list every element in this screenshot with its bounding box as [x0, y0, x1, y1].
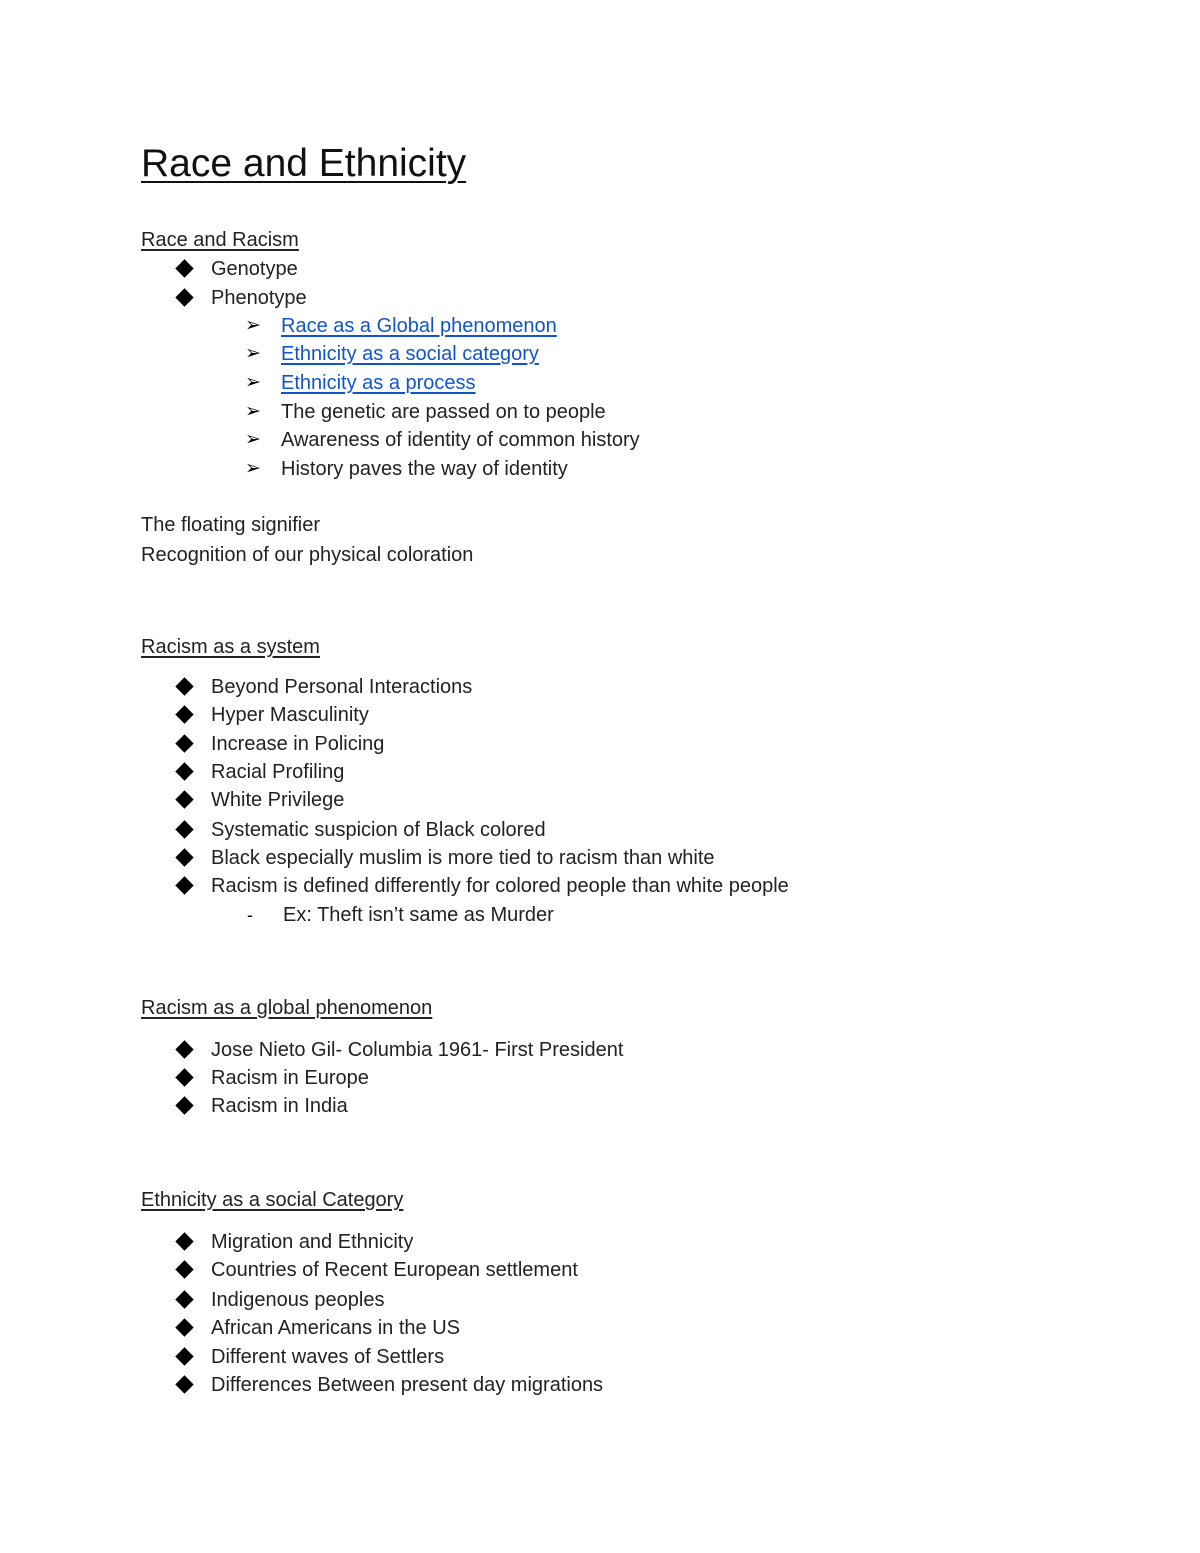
list-subitem-text: History paves the way of identity — [281, 458, 568, 480]
diamond-bullet-icon — [175, 730, 211, 758]
diamond-bullet-icon — [175, 701, 211, 729]
list-item-text: White Privilege — [211, 789, 345, 811]
paragraph: The floating signifier — [141, 514, 320, 536]
list-item-text: Countries of Recent European settlement — [211, 1259, 578, 1281]
section-heading-racism-as-a-global-phenomenon: Racism as a global phenomenon — [141, 997, 433, 1019]
list-subitem-text: The genetic are passed on to people — [281, 401, 606, 423]
list-item — [175, 1314, 460, 1342]
diamond-bullet-icon — [175, 844, 211, 872]
list-item — [175, 1286, 384, 1314]
arrow-bullet-icon: ➢ — [245, 372, 261, 393]
section-heading-race-and-racism: Race and Racism — [141, 229, 299, 251]
list-subitem — [245, 901, 554, 929]
list-item — [175, 284, 307, 312]
list-item — [175, 701, 369, 729]
arrow-bullet-icon: ➢ — [245, 429, 261, 450]
arrow-bullet-icon: ➢ — [245, 401, 261, 422]
diamond-bullet-icon — [175, 758, 211, 786]
section-heading-ethnicity-as-a-social-category: Ethnicity as a social Category — [141, 1189, 404, 1211]
list-item — [175, 1228, 413, 1256]
list-item-text: Racism is defined differently for colored people than white people — [211, 875, 789, 897]
list-item-text: Differences Between present day migrations — [211, 1374, 604, 1396]
diamond-bullet-icon — [175, 1036, 211, 1064]
list-item-text: Racism in India — [211, 1095, 348, 1117]
list-item — [175, 786, 344, 814]
list-item — [175, 1036, 623, 1064]
list-subitem — [245, 340, 539, 368]
list-item-text: Beyond Personal Interactions — [211, 676, 473, 698]
diamond-bullet-icon — [175, 1314, 211, 1342]
list-item — [175, 872, 789, 900]
list-item — [175, 1092, 348, 1120]
diamond-bullet-icon — [175, 1064, 211, 1092]
list-item-text: Racism in Europe — [211, 1067, 369, 1089]
list-item-text: Racial Profiling — [211, 761, 345, 783]
document-title: Race and Ethnicity — [141, 142, 467, 185]
diamond-bullet-icon — [175, 284, 211, 312]
list-subitem — [245, 369, 476, 397]
list-item — [175, 758, 344, 786]
list-item — [175, 1371, 603, 1399]
diamond-bullet-icon — [175, 1371, 211, 1399]
diamond-bullet-icon — [175, 1343, 211, 1371]
diamond-bullet-icon — [175, 1286, 211, 1314]
list-item — [175, 1343, 444, 1371]
diamond-bullet-icon — [175, 1228, 211, 1256]
diamond-bullet-icon — [175, 1256, 211, 1284]
arrow-bullet-icon: ➢ — [245, 458, 261, 479]
list-subitem — [245, 426, 640, 454]
arrow-bullet-icon: ➢ — [245, 343, 261, 364]
link-ethnicity-as-a-social-category[interactable]: Ethnicity as a social category — [281, 343, 539, 365]
list-item — [175, 1256, 578, 1284]
list-item-text: Migration and Ethnicity — [211, 1231, 414, 1253]
link-race-as-a-global-phenomenon[interactable]: Race as a Global phenomenon — [281, 315, 557, 337]
list-item-text: Indigenous peoples — [211, 1289, 385, 1311]
list-item-text: Phenotype — [211, 287, 307, 309]
paragraph: Recognition of our physical coloration — [141, 544, 474, 566]
list-item — [175, 730, 384, 758]
link-ethnicity-as-a-process[interactable]: Ethnicity as a process — [281, 372, 476, 394]
list-item-text: Hyper Masculinity — [211, 704, 369, 726]
diamond-bullet-icon — [175, 1092, 211, 1120]
list-subitem — [245, 398, 606, 426]
dash-bullet-icon: - — [247, 905, 253, 925]
list-subitem — [245, 312, 557, 340]
section-heading-racism-as-a-system: Racism as a system — [141, 636, 320, 658]
diamond-bullet-icon — [175, 255, 211, 283]
list-subitem-text: Ex: Theft isn’t same as Murder — [283, 904, 554, 926]
diamond-bullet-icon — [175, 786, 211, 814]
list-item-text: Systematic suspicion of Black colored — [211, 819, 546, 841]
list-item-text: Jose Nieto Gil- Columbia 1961- First President — [211, 1039, 624, 1061]
diamond-bullet-icon — [175, 872, 211, 900]
list-item-text: Genotype — [211, 258, 298, 280]
arrow-bullet-icon: ➢ — [245, 315, 261, 336]
list-subitem — [245, 455, 568, 483]
list-item — [175, 255, 298, 283]
list-item — [175, 816, 546, 844]
list-item — [175, 844, 715, 872]
list-item-text: African Americans in the US — [211, 1317, 460, 1339]
list-subitem-text: Awareness of identity of common history — [281, 429, 640, 451]
diamond-bullet-icon — [175, 673, 211, 701]
list-item — [175, 1064, 369, 1092]
list-item-text: Increase in Policing — [211, 733, 385, 755]
list-item-text: Black especially muslim is more tied to racism than white — [211, 847, 715, 869]
list-item-text: Different waves of Settlers — [211, 1346, 445, 1368]
list-item — [175, 673, 472, 701]
diamond-bullet-icon — [175, 816, 211, 844]
